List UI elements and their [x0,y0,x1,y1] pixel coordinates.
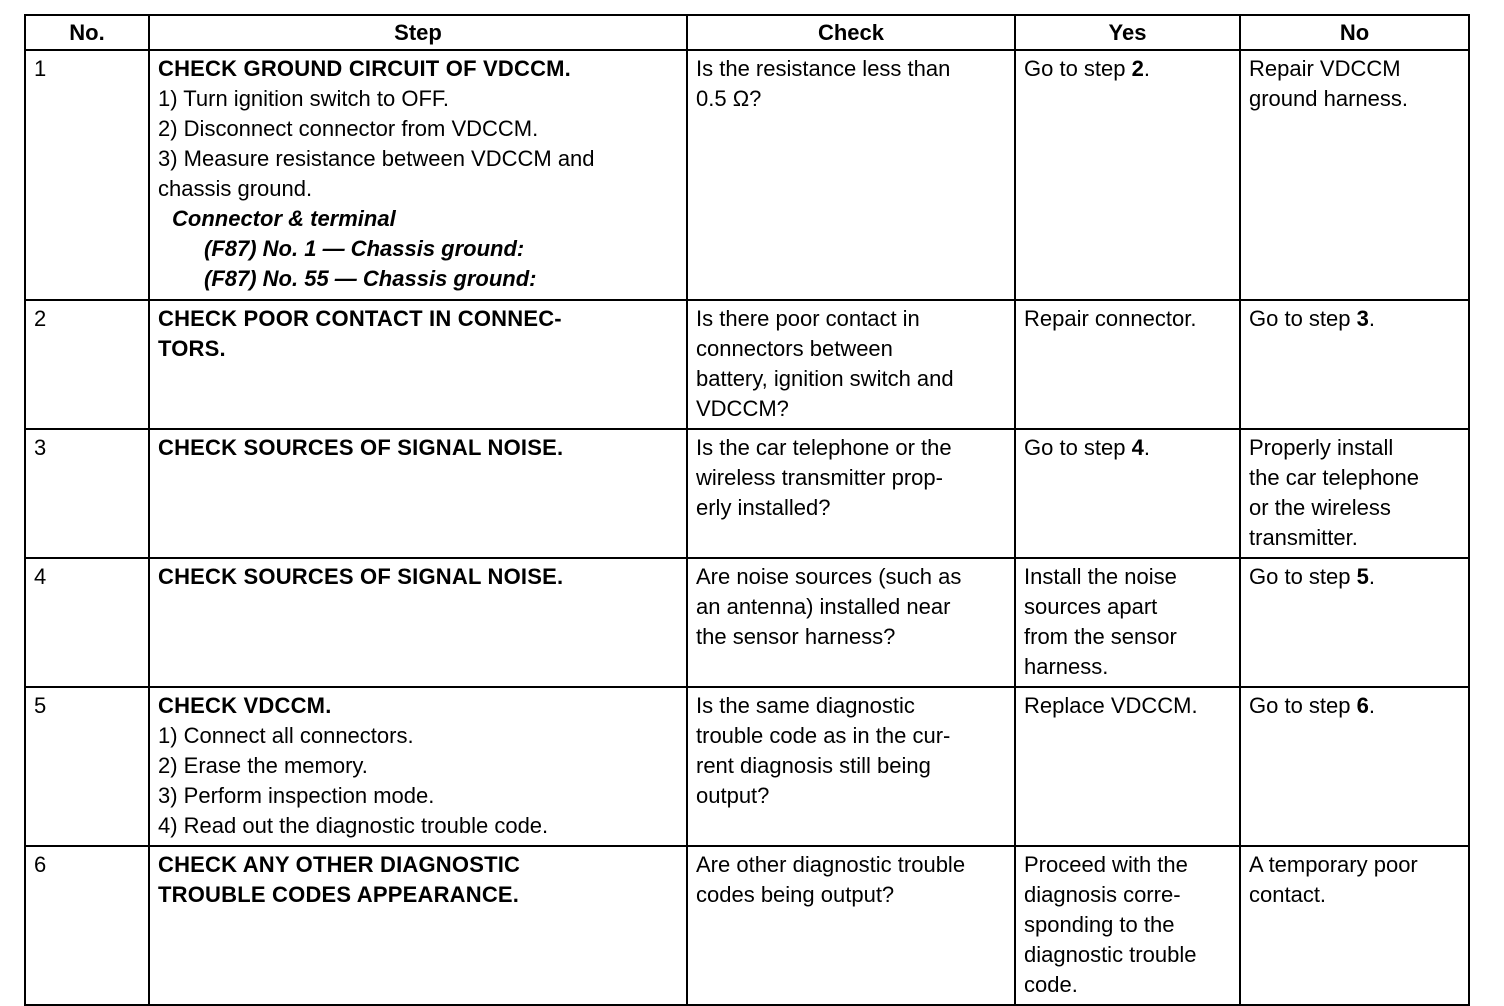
check-line: VDCCM? [696,396,789,421]
step-cell [149,846,687,1005]
table-row [25,687,1469,846]
check-line: Is there poor contact in [696,306,920,331]
table-row [25,429,1469,558]
check-line: battery, ignition switch and [696,366,954,391]
no-line: transmitter. [1249,525,1358,550]
yes-line: from the sensor [1024,624,1177,649]
check-line: output? [696,783,770,808]
step-title: CHECK ANY OTHER DIAGNOSTIC [158,852,521,877]
yes-cell [1015,846,1240,1005]
check-cell [687,846,1015,1005]
yes-step-number: 4 [1131,435,1144,460]
check-line: Is the resistance less than [696,56,951,81]
table-row [25,50,1469,300]
diagnosis-table [24,14,1470,1006]
step-title: CHECK POOR CONTACT IN CONNEC- [158,306,562,331]
no-line: Repair VDCCM [1249,56,1401,81]
row-number: 1 [25,50,149,300]
step-item: 3) Perform inspection mode. [158,783,435,808]
yes-end: . [1143,56,1150,81]
yes-cell [1015,300,1240,429]
check-line: Is the car telephone or the [696,435,952,460]
step-item: 3) Measure resistance between VDCCM and [158,146,595,171]
connector-heading: Connector & terminal [172,206,396,231]
check-line: connectors between [696,336,893,361]
check-line: Is the same diagnostic [696,693,915,718]
no-cell [1240,846,1469,1005]
check-line: codes being output? [696,882,895,907]
step-cell [149,50,687,300]
yes-cell [1015,429,1240,558]
yes-line: sponding to the [1024,912,1175,937]
no-end: . [1368,564,1375,589]
table-row [25,846,1469,1005]
header-row [25,15,1469,50]
yes-line: code. [1024,972,1078,997]
yes-step-number: 2 [1131,56,1144,81]
check-line: Are noise sources (such as [696,564,962,589]
step-cell [149,429,687,558]
yes-cell [1015,558,1240,687]
no-step-number: 3 [1356,306,1369,331]
header-no-result: No [1240,15,1469,50]
check-line: 0.5 Ω? [696,86,762,111]
no-text: Go to step [1249,306,1357,331]
yes-text: Go to step [1024,56,1132,81]
step-item: 4) Read out the diagnostic trouble code. [158,813,549,838]
step-title: CHECK SOURCES OF SIGNAL NOISE. [158,435,564,460]
step-item: chassis ground. [158,176,313,201]
header-no: No. [25,15,149,50]
row-number: 3 [25,429,149,558]
no-line: the car telephone [1249,465,1420,490]
no-text: Go to step [1249,564,1357,589]
yes-text: Replace VDCCM. [1024,693,1198,718]
no-step-number: 6 [1356,693,1369,718]
step-item: 1) Connect all connectors. [158,723,414,748]
yes-text: Repair connector. [1024,306,1197,331]
yes-cell [1015,687,1240,846]
check-line: trouble code as in the cur- [696,723,951,748]
step-title: TROUBLE CODES APPEARANCE. [158,882,520,907]
no-cell [1240,50,1469,300]
yes-cell [1015,50,1240,300]
step-item: 1) Turn ignition switch to OFF. [158,86,449,111]
check-cell [687,558,1015,687]
no-line: or the wireless [1249,495,1391,520]
check-line: wireless transmitter prop- [696,465,943,490]
row-number: 5 [25,687,149,846]
no-end: . [1368,693,1375,718]
header-step: Step [149,15,687,50]
no-cell [1240,300,1469,429]
check-line: erly installed? [696,495,831,520]
step-title: CHECK GROUND CIRCUIT OF VDCCM. [158,56,571,81]
no-line: A temporary poor [1249,852,1418,877]
step-item: 2) Erase the memory. [158,753,368,778]
yes-line: harness. [1024,654,1109,679]
no-cell [1240,558,1469,687]
check-line: an antenna) installed near [696,594,951,619]
yes-line: diagnosis corre- [1024,882,1181,907]
table-row [25,558,1469,687]
step-title: CHECK VDCCM. [158,693,332,718]
check-cell [687,429,1015,558]
yes-end: . [1143,435,1150,460]
no-line: ground harness. [1249,86,1408,111]
row-number: 6 [25,846,149,1005]
no-text: Go to step [1249,693,1357,718]
no-cell [1240,429,1469,558]
step-cell [149,558,687,687]
step-item: 2) Disconnect connector from VDCCM. [158,116,539,141]
row-number: 4 [25,558,149,687]
yes-text: Go to step [1024,435,1132,460]
step-cell [149,687,687,846]
header-check: Check [687,15,1015,50]
no-line: contact. [1249,882,1327,907]
table-row [25,300,1469,429]
yes-line: Proceed with the [1024,852,1188,877]
check-cell [687,687,1015,846]
no-step-number: 5 [1356,564,1369,589]
step-cell [149,300,687,429]
yes-line: diagnostic trouble [1024,942,1197,967]
no-end: . [1368,306,1375,331]
no-line: Properly install [1249,435,1394,460]
header-yes: Yes [1015,15,1240,50]
step-title: CHECK SOURCES OF SIGNAL NOISE. [158,564,564,589]
yes-line: sources apart [1024,594,1158,619]
check-cell [687,300,1015,429]
check-line: Are other diagnostic trouble [696,852,966,877]
yes-line: Install the noise [1024,564,1177,589]
row-number: 2 [25,300,149,429]
check-line: rent diagnosis still being [696,753,931,778]
step-title: TORS. [158,336,226,361]
connector-item: (F87) No. 1 — Chassis ground: [204,236,525,261]
check-line: the sensor harness? [696,624,896,649]
no-cell [1240,687,1469,846]
connector-item: (F87) No. 55 — Chassis ground: [204,266,537,291]
check-cell [687,50,1015,300]
